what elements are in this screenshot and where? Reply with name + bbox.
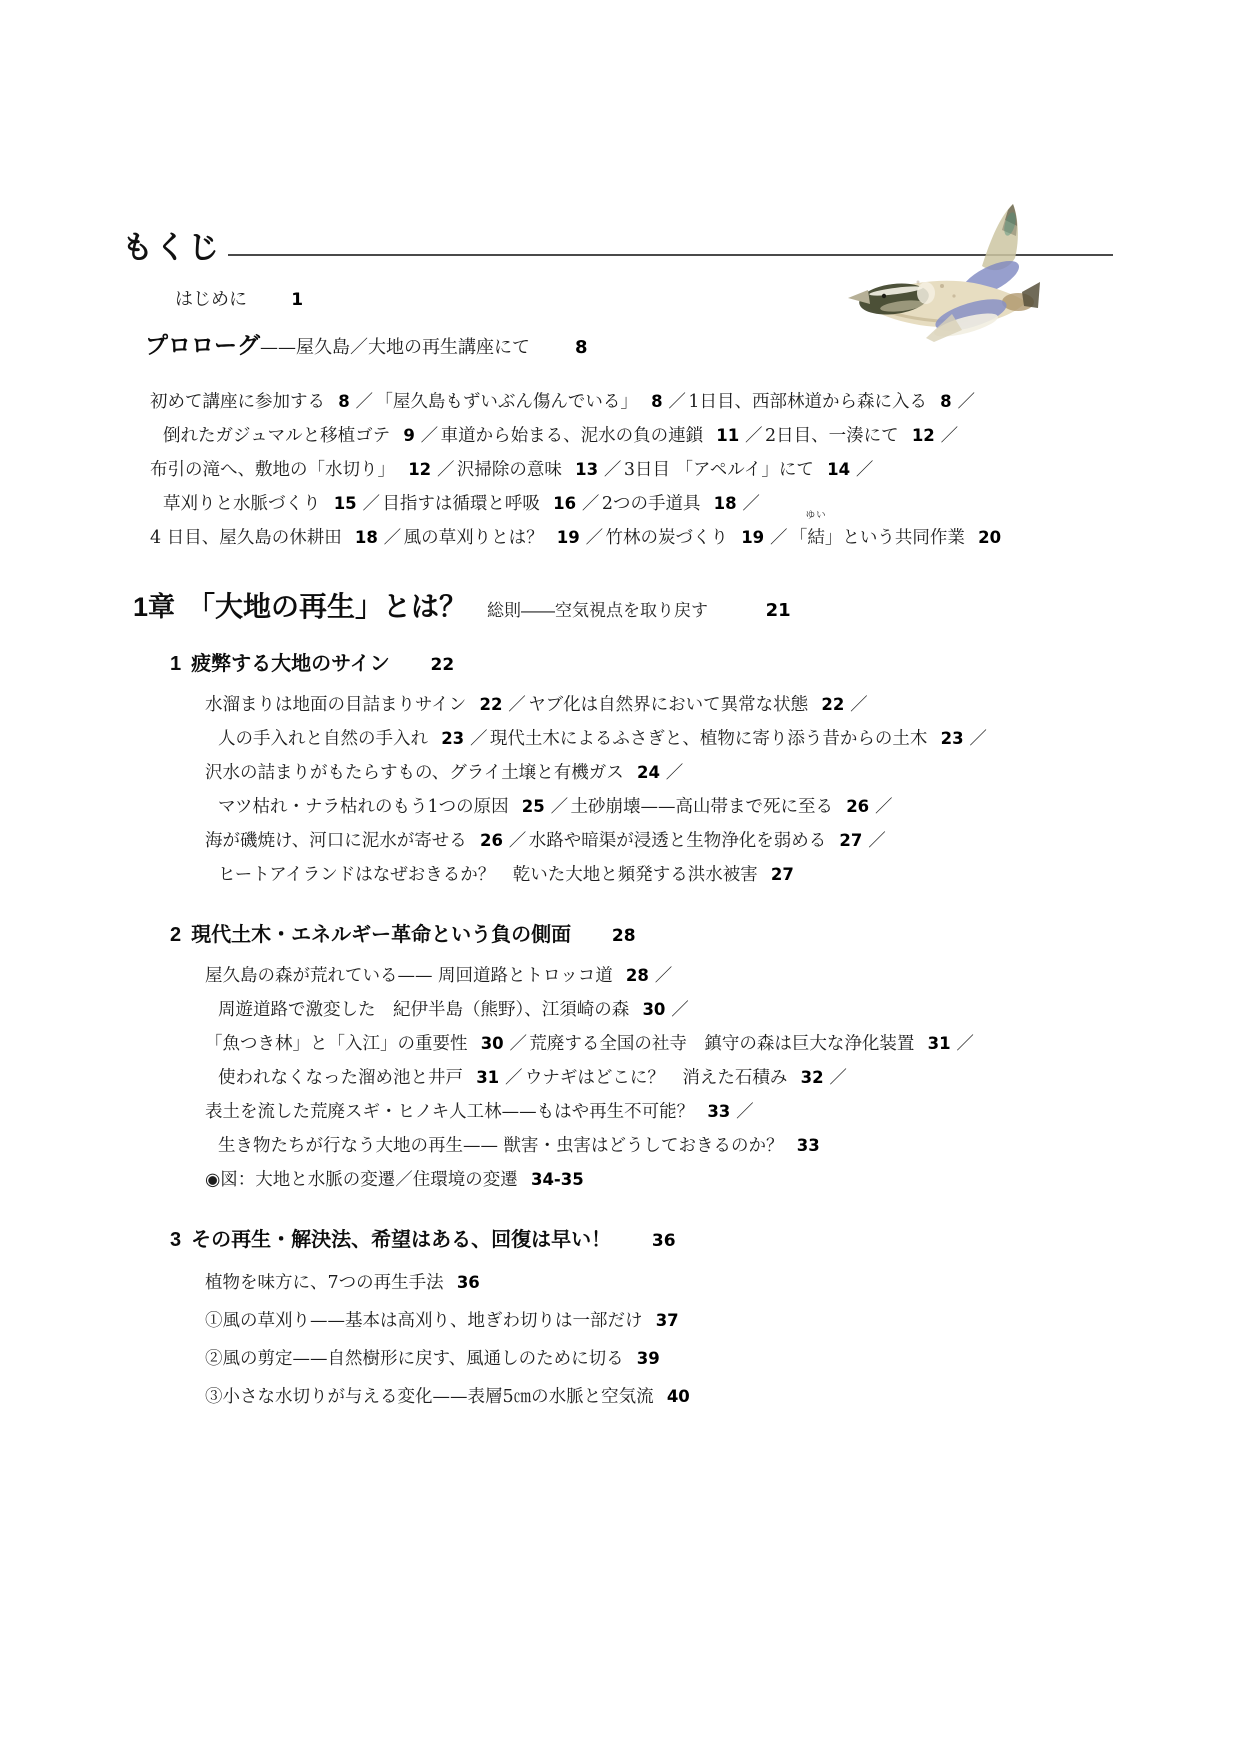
toc-page-number: 22	[821, 695, 845, 714]
toc-line	[218, 1061, 1240, 1095]
prologue-title: プロローグ	[145, 332, 260, 358]
toc-entry-text: 現代土木によるふさぎと、植物に寄り添う昔からの土木	[489, 729, 928, 749]
toc-page-number: 26	[846, 797, 870, 816]
toc-entry-text: 2つの手道具	[601, 494, 701, 514]
toc-page-number: 27	[839, 831, 863, 850]
toc-page-number: 11	[716, 426, 740, 445]
toc-separator-slash: ／	[654, 966, 673, 986]
section-page-number: 36	[651, 1231, 676, 1251]
toc-separator-slash: ／	[509, 1034, 527, 1054]
toc-line	[205, 1264, 1240, 1302]
toc-page-number: 18	[713, 494, 737, 513]
toc-separator-slash: ／	[508, 695, 526, 715]
toc-entry-text: 使われなくなった溜め池と井戸	[218, 1068, 463, 1088]
chapter-sections	[0, 647, 1240, 1416]
toc-page-number: 40	[666, 1387, 690, 1406]
toc-entry-text: 布引の滝へ、敷地の「水切り」	[150, 460, 395, 480]
toc-entry-text: 目指すは循環と呼吸	[382, 494, 540, 514]
section-title: 疲弊する大地のサイン	[191, 653, 390, 675]
toc-entry-text: ヒートアイランドはなぜおきるか？ 乾いた大地と頻発する洪水被害	[218, 865, 758, 885]
toc-entry-text: 3日目 「アペルイ」にて	[623, 460, 814, 480]
toc-separator-slash: ／	[550, 797, 569, 817]
prologue-page-number: 8	[575, 337, 588, 358]
toc-entry-text: 4 日目、屋久島の休耕田	[150, 528, 342, 548]
toc-line	[218, 790, 1240, 824]
toc-separator-slash: ／	[969, 729, 987, 749]
toc-separator-slash: ／	[671, 1000, 689, 1020]
page-title: もくじ	[122, 230, 221, 265]
toc-entry-ruby: ゆい 結	[805, 510, 827, 548]
toc-line	[163, 419, 1240, 453]
toc-separator-slash: ／	[769, 528, 788, 548]
toc-entry-text: ②風の剪定——自然樹形に戻す、風通しのために切る	[205, 1349, 624, 1369]
toc-entry-text: ヤブ化は自然界において異常な状態	[528, 695, 809, 715]
toc-page-number: 27	[770, 865, 794, 884]
frontmatter-label: はじめに	[175, 289, 247, 310]
toc-page-number: 8	[940, 392, 952, 411]
toc-page-number: 9	[403, 426, 415, 445]
section-lines	[0, 688, 1240, 892]
toc-entry-text: 1日目、西部林道から森に入る	[688, 392, 927, 412]
toc-page-number: 28	[625, 966, 649, 985]
toc-page-number: 12	[408, 460, 432, 479]
toc-line	[205, 756, 1240, 790]
toc-separator-slash: ／	[829, 1068, 847, 1088]
toc-line	[218, 993, 1240, 1027]
chapter-page-number: 21	[765, 600, 791, 621]
toc-line	[205, 688, 1240, 722]
duck-illustration	[822, 186, 1040, 344]
toc-entry-text: ③小さな水切りが与える変化——表層5㎝の水脈と空気流	[205, 1387, 654, 1407]
toc-entry-text: 荒廃する全国の社寺 鎮守の森は巨大な浄化装置	[529, 1034, 915, 1054]
toc-page-number: 18	[354, 528, 378, 547]
toc-entry-text: 沢水の詰まりがもたらすもの、グライ土壌と有機ガス	[205, 763, 624, 783]
toc-page-number: 31	[476, 1068, 500, 1087]
section-page-number: 28	[611, 926, 636, 946]
section-page-number: 22	[430, 655, 455, 675]
toc-line	[150, 453, 1240, 487]
toc-page-number: 24	[636, 763, 660, 782]
toc-entry-text: 水路や暗渠が浸透と生物浄化を弱める	[528, 831, 827, 851]
toc-separator-slash: ／	[668, 392, 686, 412]
section-number: 1	[170, 653, 182, 675]
toc-page-number: 19	[741, 528, 765, 547]
toc-entry-text: 」という共同作業	[824, 528, 965, 548]
toc-line	[205, 1027, 1240, 1061]
toc-page-number: 16	[553, 494, 577, 513]
section-heading	[170, 918, 1240, 947]
toc-line	[163, 487, 1240, 521]
toc-line	[150, 385, 1240, 419]
toc-entry-text: 倒れたガジュマルと移植ゴテ	[163, 426, 391, 446]
toc-page-number: 30	[642, 1000, 666, 1019]
toc-line	[205, 1378, 1240, 1416]
toc-line	[218, 722, 1240, 756]
toc-entry-text: 沢掃除の意味	[456, 460, 562, 480]
toc-entry-text: 初めて講座に参加する	[150, 392, 325, 412]
toc-separator-slash: ／	[742, 494, 760, 514]
toc-entry-text: 植物を味方に、7つの再生手法	[205, 1273, 444, 1293]
section-heading	[170, 647, 1240, 676]
toc-page-number: 33	[707, 1102, 731, 1121]
toc-entry-text: 土砂崩壊——高山帯まで死に至る	[570, 797, 834, 817]
toc-separator-slash: ／	[665, 763, 684, 783]
section-number: 2	[170, 924, 182, 946]
toc-page-number: 31	[927, 1034, 951, 1053]
section-title: その再生・解決法、希望はある、回復は早い！	[191, 1229, 612, 1251]
toc-line	[205, 1095, 1240, 1129]
toc-page-number: 20	[978, 528, 1002, 547]
toc-page-number: 32	[800, 1068, 824, 1087]
toc-line	[205, 1163, 1240, 1197]
toc-page-number: 13	[575, 460, 599, 479]
toc-entry-text: ①風の草刈り——基本は高刈り、地ぎわ切りは一部だけ	[205, 1311, 643, 1331]
toc-entry-text: 風の草刈りとは？	[403, 528, 544, 548]
toc-entry-text: 草刈りと水脈づくり	[163, 494, 321, 514]
toc-entry-text: 2日目、一湊にて	[764, 426, 899, 446]
toc-separator-slash: ／	[745, 426, 763, 446]
toc-line	[218, 858, 1240, 892]
section-lines	[0, 1264, 1240, 1416]
toc-line	[205, 1302, 1240, 1340]
toc-entry-text: 表土を流した荒廃スギ・ヒノキ人工林——もはや再生不可能？	[205, 1102, 695, 1122]
toc-page-number: 15	[333, 494, 357, 513]
frontmatter-page-number: 1	[291, 290, 304, 310]
toc-entry-text: 「屋久島もずいぶん傷んでいる」	[375, 392, 638, 412]
toc-page-number: 26	[480, 831, 503, 850]
toc-separator-slash: ／	[855, 460, 874, 480]
toc-row-prologue	[145, 330, 1240, 363]
chapter-heading	[133, 585, 1240, 625]
toc-row-hajimeni	[175, 288, 1240, 312]
toc-line	[205, 959, 1240, 993]
toc-page-number: 36	[456, 1273, 480, 1292]
toc-separator-slash: ／	[469, 729, 488, 749]
section-number: 3	[170, 1229, 182, 1251]
toc-page-number: 25	[521, 797, 545, 816]
toc-separator-slash: ／	[940, 426, 959, 446]
toc-page-number: 14	[827, 460, 851, 479]
toc-separator-slash: ／	[508, 831, 527, 851]
toc-page-number: 19	[556, 528, 580, 547]
section-lines	[0, 959, 1240, 1197]
toc-page-number: 22	[479, 695, 503, 714]
prologue-lines	[0, 385, 1240, 555]
toc-page-number: 23	[441, 729, 465, 748]
toc-page-number: 8	[651, 392, 663, 411]
toc-separator-slash: ／	[957, 392, 975, 412]
toc-page-number: 34-35	[530, 1170, 584, 1189]
section-heading	[170, 1223, 1240, 1252]
toc-entry-text: 車道から始まる、泥水の負の連鎖	[440, 426, 704, 446]
prologue-subtitle: ——屋久島／大地の再生講座にて	[260, 337, 530, 358]
toc-section	[0, 647, 1240, 892]
ruby-text: ゆい	[805, 510, 827, 521]
toc-separator-slash: ／	[355, 392, 373, 412]
toc-separator-slash: ／	[850, 695, 868, 715]
section-title: 現代土木・エネルギー革命という負の側面	[191, 924, 572, 946]
chapter-title: 「大地の再生」とは？	[187, 591, 468, 622]
toc-separator-slash: ／	[874, 797, 893, 817]
toc-entry-text: 海が磯焼け、河口に泥水が寄せる	[205, 831, 467, 851]
toc-entry-text: マツ枯れ・ナラ枯れのもう1つの原因	[218, 797, 509, 817]
toc-section	[0, 1223, 1240, 1416]
toc-separator-slash: ／	[603, 460, 622, 480]
toc-entry-text: 人の手入れと自然の手入れ	[218, 729, 428, 749]
toc-separator-slash: ／	[956, 1034, 974, 1054]
toc-separator-slash: ／	[585, 528, 604, 548]
toc-entry-text: 屋久島の森が荒れている—— 周回道路とトロッコ道	[205, 966, 613, 986]
toc-page-number: 30	[480, 1034, 504, 1053]
toc-entry-text: 水溜まりは地面の目詰まりサイン	[205, 695, 467, 715]
toc-line	[150, 510, 1240, 555]
toc-page-number: 8	[338, 392, 350, 411]
chapter-subtitle: 総則——空気視点を取り戻す	[487, 601, 709, 620]
toc-entry-text: ウナギはどこに？ 消えた石積み	[524, 1068, 788, 1088]
toc-entry-text: 竹林の炭づくり	[605, 528, 729, 548]
toc-line	[218, 1129, 1240, 1163]
toc-separator-slash: ／	[420, 426, 439, 446]
toc-page-number: 37	[655, 1311, 679, 1330]
toc-content	[0, 288, 1240, 1416]
toc-line	[205, 1340, 1240, 1378]
toc-entry-text: 「魚つき林」と「入江」の重要性	[205, 1034, 468, 1054]
toc-separator-slash: ／	[868, 831, 886, 851]
toc-entry-text: ◉図：大地と水脈の変遷／住環境の変遷	[205, 1170, 518, 1190]
toc-entry-text: 「	[789, 528, 808, 548]
toc-entry-text: 周遊道路で激変した 紀伊半島（熊野）、江須崎の森	[218, 1000, 630, 1020]
toc-section	[0, 918, 1240, 1197]
toc-separator-slash: ／	[736, 1102, 754, 1122]
toc-separator-slash: ／	[362, 494, 380, 514]
toc-page-number: 23	[940, 729, 964, 748]
toc-page-number: 33	[796, 1136, 820, 1155]
toc-separator-slash: ／	[581, 494, 600, 514]
toc-page-number: 39	[636, 1349, 660, 1368]
toc-page-number: 12	[911, 426, 935, 445]
chapter-number: 1章	[133, 592, 176, 622]
toc-separator-slash: ／	[436, 460, 455, 480]
toc-entry-text: 生き物たちが行なう大地の再生—— 獣害・虫害はどうしておきるのか？	[218, 1136, 784, 1156]
toc-line	[205, 824, 1240, 858]
toc-separator-slash: ／	[383, 528, 402, 548]
toc-separator-slash: ／	[504, 1068, 523, 1088]
